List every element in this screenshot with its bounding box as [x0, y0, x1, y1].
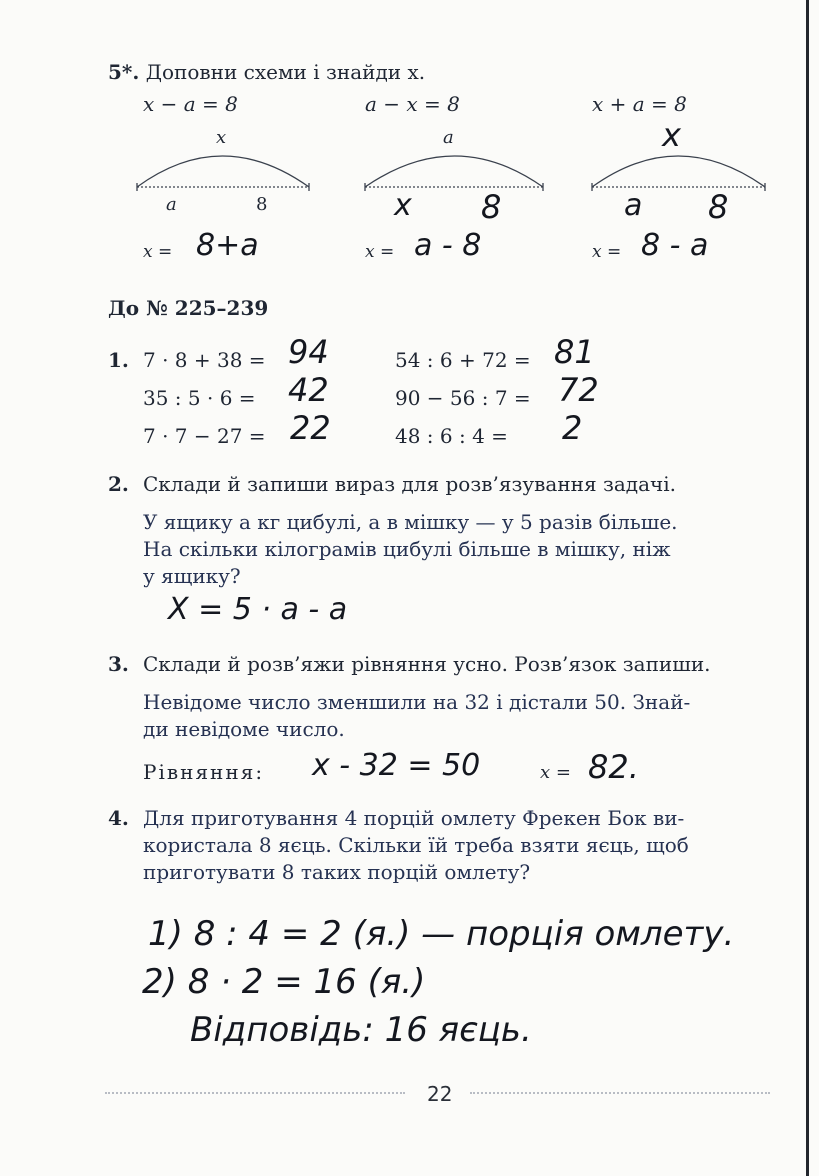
task3-x-answer-handwritten: 82.: [588, 748, 639, 786]
task5-number: 5*.: [108, 60, 140, 84]
scheme1-bottom-left-label: a: [166, 194, 177, 215]
task2-instruction: Склади й запиши вираз для розв’язування задачі.: [143, 472, 676, 496]
task1-row1-left-answer: 94: [288, 333, 329, 371]
scheme1-segment-diagram: [137, 156, 309, 191]
scheme1-top-label: x: [216, 127, 227, 148]
page-number: 22: [427, 1082, 453, 1106]
task3-problem-line-1: Невідоме число зменшили на 32 і дістали 50. Знай-: [143, 690, 691, 714]
task1-row3-right-expression: 48 : 6 : 4 =: [395, 424, 508, 448]
task2-problem-line-2: На скільки кілограмів цибулі більше в мішку, ніж: [143, 537, 671, 561]
scheme1-bottom-right-label: 8: [256, 194, 268, 215]
scheme3-answer-handwritten: 8 - a: [641, 228, 709, 263]
task3-instruction: Склади й розв’яжи рівняння усно. Розв’язок запиши.: [143, 652, 711, 676]
scheme2-top-label: a: [443, 127, 454, 148]
task1-row1-right-answer: 81: [554, 333, 595, 371]
scheme2-answer-prefix: x =: [365, 242, 395, 262]
task3-number: 3.: [108, 652, 129, 676]
task4-solution-answer-handwritten: Відповідь: 16 яєць.: [190, 1010, 532, 1050]
task1-number: 1.: [108, 348, 129, 372]
scheme3-top-handwritten: x: [662, 116, 681, 154]
scheme2-equation: a − x = 8: [365, 92, 460, 116]
task3-equation-label: Рівняння:: [143, 760, 265, 784]
task1-row2-right-expression: 90 − 56 : 7 =: [395, 386, 531, 410]
task3-x-prefix: x =: [540, 762, 571, 783]
task2-number: 2.: [108, 472, 129, 496]
task4-solution-line-2-handwritten: 2) 8 · 2 = 16 (я.): [142, 962, 426, 1002]
scheme3-segment-diagram: [592, 156, 765, 191]
scheme2-answer-handwritten: a - 8: [414, 228, 482, 263]
scheme2-bottom-left-handwritten: x: [394, 188, 412, 223]
section-heading: До № 225–239: [108, 296, 269, 320]
task4-solution-line-1-handwritten: 1) 8 : 4 = 2 (я.) — порція омлету.: [148, 914, 735, 954]
task2-answer-handwritten: X = 5 · a - a: [168, 592, 348, 627]
scheme3-bottom-right-handwritten: 8: [708, 188, 729, 226]
task1-row2-left-expression: 35 : 5 · 6 =: [143, 386, 256, 410]
task1-row1-right-expression: 54 : 6 + 72 =: [395, 348, 531, 372]
scheme2-segment-diagram: [365, 156, 543, 191]
task1-row3-right-answer: 2: [562, 409, 583, 447]
task1-row3-left-expression: 7 · 7 − 27 =: [143, 424, 266, 448]
task1-row3-left-answer: 22: [290, 409, 331, 447]
scheme1-equation: x − a = 8: [143, 92, 238, 116]
task5-title: Доповни схеми і знайди x.: [145, 60, 426, 84]
scheme1-answer-handwritten: 8+a: [196, 228, 259, 263]
task3-equation-handwritten: x - 32 = 50: [312, 748, 481, 783]
scheme3-equation: x + a = 8: [592, 92, 687, 116]
footer-decoration-left: [105, 1092, 405, 1096]
task4-problem-line-1: Для приготування 4 порцій омлету Фрекен Бок ви-: [143, 806, 685, 830]
task4-number: 4.: [108, 806, 129, 830]
task3-problem-line-2: ди невідоме число.: [143, 717, 345, 741]
task2-problem-line-3: у ящику?: [143, 564, 241, 588]
scheme3-bottom-left-handwritten: a: [624, 188, 643, 223]
task1-row1-left-expression: 7 · 8 + 38 =: [143, 348, 266, 372]
task2-problem-line-1: У ящику a кг цибулі, а в мішку — у 5 разів більше.: [143, 510, 678, 534]
task4-problem-line-2: користала 8 яєць. Скільки їй треба взяти яєць, щоб: [143, 833, 689, 857]
task1-row2-left-answer: 42: [288, 371, 329, 409]
scheme1-answer-prefix: x =: [143, 242, 173, 262]
scheme3-answer-prefix: x =: [592, 242, 622, 262]
footer-decoration-right: [470, 1092, 770, 1096]
task1-row2-right-answer: 72: [558, 371, 599, 409]
task4-problem-line-3: приготувати 8 таких порцій омлету?: [143, 860, 531, 884]
scheme2-bottom-right-handwritten: 8: [481, 188, 502, 226]
